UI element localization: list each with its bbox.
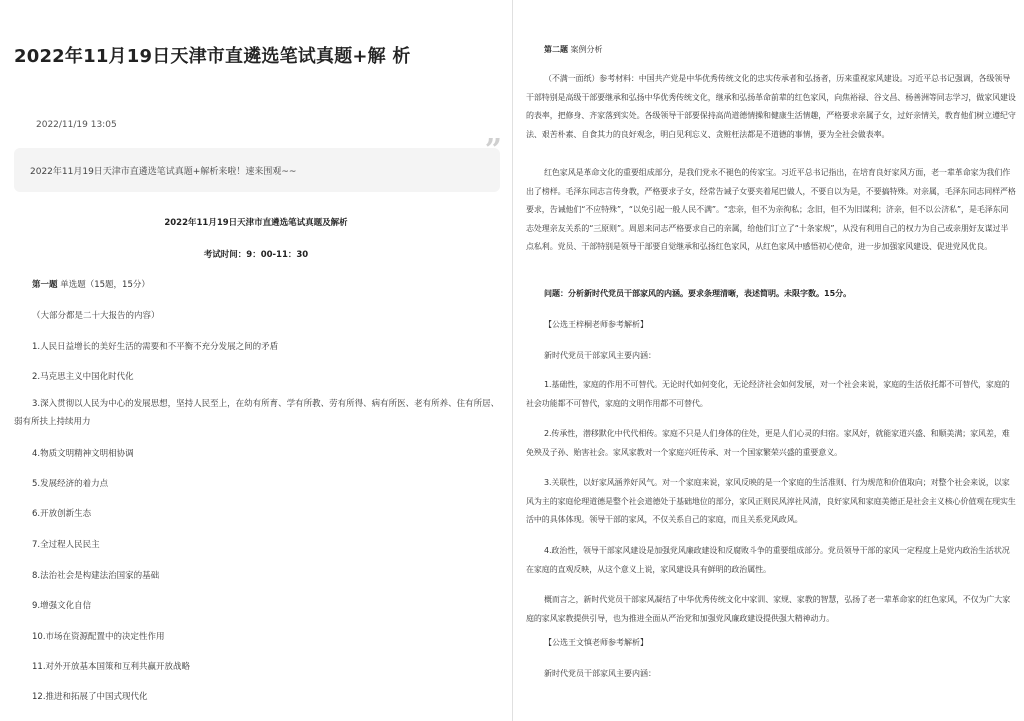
question-prompt: 问题：分析新时代党员干部家风的内涵。要求条理清晰，表述简明。未限字数。15分。 (544, 289, 852, 298)
list-item: 10.市场在资源配置中的决定性作用 (32, 632, 165, 642)
question-1-heading (32, 278, 150, 290)
list-item: 3.深入贯彻以人民为中心的发展思想，坚持人民至上，在幼有所育、学有所教、劳有所得、病有所医、老有所养、住有所居、弱有所扶上持续用力 (14, 399, 500, 427)
analysis-intro-2: 新时代党员干部家风主要内涵： (544, 669, 656, 678)
quote-mark-icon: ” (484, 133, 502, 168)
list-item: 1.人民日益增长的美好生活的需要和不平衡不充分发展之间的矛盾 (32, 342, 279, 352)
list-item: 8.法治社会是构建法治国家的基础 (32, 571, 160, 581)
exam-time: 考试时间：9：00-11：30 (203, 250, 309, 260)
analysis-point: 4.政治性，领导干部家风建设是加强党风廉政建设和反腐败斗争的重要组成部分。党员领导干部的家风一定程度上是党内政治生活状况在家庭的直观反映，从这个意义上说，家风建设具有鲜明的政治属性。 (526, 546, 1010, 574)
list-item: 12.推进和拓展了中国式现代化 (32, 692, 148, 702)
analysis-intro: 新时代党员干部家风主要内涵： (544, 351, 656, 360)
question-1-desc: 单选题（15题，15分） (60, 280, 150, 290)
publish-date: 2022/11/19 13:05 (36, 120, 117, 130)
analysis-conclusion: 概而言之，新时代党员干部家风凝结了中华优秀传统文化中家训、家规、家教的智慧，弘扬了老一辈革命家的红色家风，不仅为广大家庭的家风家教提供引导，也为推进全面从严治党和加强党风廉政建设提供强大精神动力。 (526, 595, 1011, 623)
teacher-2-heading: 【公选王文慎老师参考解析】 (544, 638, 648, 647)
list-item: 11.对外开放基本国策和互利共赢开放战略 (32, 662, 191, 672)
question-2-heading (544, 44, 603, 55)
list-item: 9.增强文化自信 (32, 601, 92, 611)
list-item: 5.发展经济的着力点 (32, 479, 109, 489)
question-1-label: 第一题 (32, 280, 58, 290)
question-2-label: 第二题 (544, 45, 568, 54)
summary-quote-text: 2022年11月19日天津市直遴选笔试真题+解析来啦！速来围观~~ (30, 167, 297, 177)
question-2-desc: 案例分析 (570, 45, 603, 54)
teacher-1-heading: 【公选王梓桐老师参考解析】 (544, 320, 648, 329)
analysis-point: 2.传承性，潜移默化中代代相传。家庭不只是人们身体的住处，更是人们心灵的归宿。家风好，就能家道兴盛、和顺美满；家风差，难免殃及子孙、贻害社会。家风家教对一个家庭兴旺传承、对一个国家繁荣兴盛的重要意义。 (526, 429, 1010, 457)
list-item: 6.开放创新生态 (32, 509, 92, 519)
list-item: 4.物质文明精神文明相协调 (32, 449, 134, 459)
analysis-point: 1.基础性，家庭的作用不可替代。无论时代如何变化，无论经济社会如何发展，对一个社会来说，家庭的生活依托都不可替代，家庭的社会功能都不可替代，家庭的文明作用都不可替代。 (526, 380, 1010, 408)
note-text: （大部分都是二十大报告的内容） (32, 311, 160, 321)
list-item: 7.全过程人民民主 (32, 540, 100, 550)
summary-quote-box (14, 133, 502, 192)
article-title: 2022年11月19日天津市直遴选笔试真题+解 析 (14, 46, 411, 67)
material-paragraph: （不满一面纸）参考材料：中国共产党是中华优秀传统文化的忠实传承者和弘扬者，历来重视家风建设。习近平总书记强调，各级领导干部特别是高级干部要继承和弘扬中华优秀传统文化，继承和弘扬革命前辈的红色家风，向焦裕禄、谷文昌、杨善洲等同志学习，做家风建设的表率，把修身、齐家落到实处。各级领导干部要保持高尚道德情操和健康生活情趣，严格要求亲属子女，过好亲情关，教育他们树立遵纪守法、艰苦朴素、自食其力的良好观念，明白见利忘义、贪赃枉法都是不道德的事情，要为全社会做表率。 (526, 74, 1016, 139)
material-paragraph: 红色家风是革命文化的重要组成部分，是我们党永不褪色的传家宝。习近平总书记指出，在培育良好家风方面，老一辈革命家为我们作出了榜样。毛泽东同志言传身教，严格要求子女，经常告诫子女要夹着尾巴做人，不要自以为是，不要搞特殊。对亲属，毛泽东同志同样严格要求，告诫他们“不应特殊”，“以免引起一般人民不满”。“恋亲，但不为亲徇私；念旧，但不为旧谋利；济亲，但不以公济私”，是毛泽东同志处理亲友关系的“三原则”。周恩来同志严格要求自己的亲属，给他们订立了“十条家规”，从没有利用自己的权力为自己或亲朋好友谋过半点私利。党员、干部特别是领导干部要自觉继承和弘扬红色家风，从红色家风中感悟初心使命，进一步加强家风建设、促进党风优良。 (526, 168, 1016, 251)
document-title: 2022年11月19日天津市直遴选笔试真题及解析 (164, 218, 348, 228)
analysis-point: 3.关联性，以好家风涵养好风气。对一个家庭来说，家风反映的是一个家庭的生活准则、行为规范和价值取向；对整个社会来说，以家风为主的家庭伦理道德是整个社会道德处于基础地位的部分，家风正则民风淳社风清，良好家风和家庭美德正是社会主义核心价值观在现实生活中的具体体现。领导干部的家风，不仅关系自己的家庭，而且关系党风政风。 (526, 478, 1016, 524)
list-item: 2.马克思主义中国化时代化 (32, 372, 134, 382)
